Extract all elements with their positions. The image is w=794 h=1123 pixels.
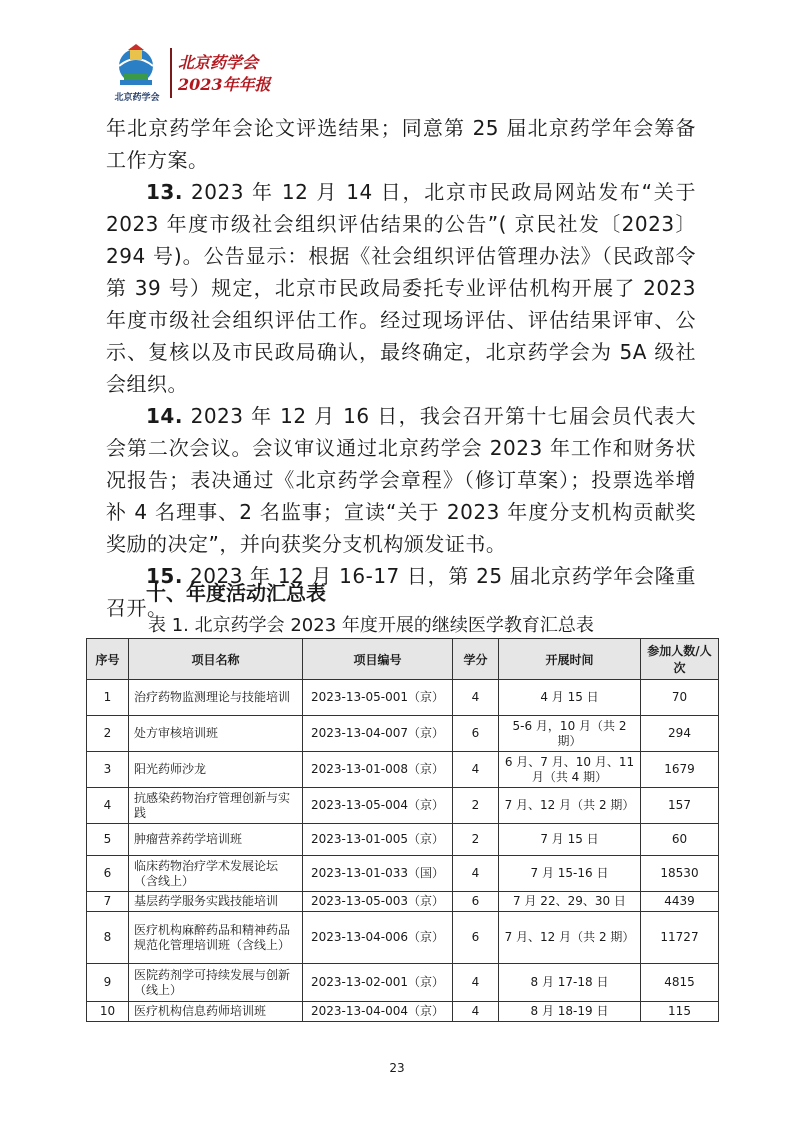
table-row	[87, 912, 719, 964]
cell-code: 2023-13-01-005（京）	[303, 824, 453, 856]
header-subtitle: 2023年年报	[178, 75, 271, 94]
table-row	[87, 856, 719, 892]
table-row	[87, 892, 719, 912]
column-header-code: 项目编号	[303, 639, 453, 680]
cell-time: 7 月 15-16 日	[499, 856, 641, 892]
cell-no: 2	[87, 716, 129, 752]
cell-time: 8 月 17-18 日	[499, 964, 641, 1002]
cell-credits: 4	[453, 856, 499, 892]
cell-code: 2023-13-04-007（京）	[303, 716, 453, 752]
column-header-credits: 学分	[453, 639, 499, 680]
cell-no: 5	[87, 824, 129, 856]
paragraph-continuation: 年北京药学年会论文评选结果；同意第 25 届北京药学年会筹备工作方案。	[106, 116, 696, 172]
cell-no: 4	[87, 788, 129, 824]
item-number: 14.	[146, 404, 183, 428]
cell-code: 2023-13-04-004（京）	[303, 1002, 453, 1022]
cell-time: 5-6 月，10 月（共 2 期）	[499, 716, 641, 752]
cell-code: 2023-13-05-004（京）	[303, 788, 453, 824]
section-heading: 十、年度活动汇总表	[146, 581, 326, 605]
cell-credits: 6	[453, 716, 499, 752]
page-number: 23	[389, 1061, 405, 1075]
table-row	[87, 1002, 719, 1022]
cell-credits: 2	[453, 788, 499, 824]
column-header-time: 开展时间	[499, 639, 641, 680]
table-caption: 表 1. 北京药学会 2023 年度开展的继续医学教育汇总表	[148, 615, 594, 636]
cell-code: 2023-13-01-033（国）	[303, 856, 453, 892]
cell-name: 抗感染药物治疗管理创新与实践	[129, 788, 303, 824]
cell-name: 阳光药师沙龙	[129, 752, 303, 788]
cell-participants: 11727	[641, 912, 719, 964]
cell-participants: 157	[641, 788, 719, 824]
paragraph-text: 2023 年 12 月 16-17 日，第 25 届北京药学年会隆重召开。	[106, 564, 696, 620]
cell-credits: 6	[453, 892, 499, 912]
cell-time: 7 月 22、29、30 日	[499, 892, 641, 912]
cell-no: 8	[87, 912, 129, 964]
cell-time: 7 月、12 月（共 2 期）	[499, 788, 641, 824]
cell-participants: 18530	[641, 856, 719, 892]
table-row	[87, 788, 719, 824]
table-row	[87, 964, 719, 1002]
cell-name: 医疗机构信息药师培训班	[129, 1002, 303, 1022]
cell-time: 4 月 15 日	[499, 680, 641, 716]
cell-credits: 4	[453, 1002, 499, 1022]
cell-name: 治疗药物监测理论与技能培训	[129, 680, 303, 716]
paragraph-14	[106, 400, 696, 560]
cell-participants: 294	[641, 716, 719, 752]
cell-code: 2023-13-04-006（京）	[303, 912, 453, 964]
cell-time: 6 月、7 月、10 月、11 月（共 4 期）	[499, 752, 641, 788]
table-header-row	[87, 639, 719, 680]
cell-credits: 6	[453, 912, 499, 964]
item-number: 13.	[146, 180, 183, 204]
cell-name: 临床药物治疗学术发展论坛（含线上）	[129, 856, 303, 892]
column-header-no: 序号	[87, 639, 129, 680]
cell-no: 7	[87, 892, 129, 912]
column-header-participants: 参加人数/人次	[641, 639, 719, 680]
cell-no: 3	[87, 752, 129, 788]
cell-credits: 2	[453, 824, 499, 856]
body-text	[106, 112, 696, 624]
cell-no: 6	[87, 856, 129, 892]
cell-credits: 4	[453, 752, 499, 788]
header-title: 北京药学会	[178, 53, 259, 72]
cell-code: 2023-13-05-001（京）	[303, 680, 453, 716]
education-summary-table	[86, 638, 719, 1022]
cell-participants: 60	[641, 824, 719, 856]
cell-no: 10	[87, 1002, 129, 1022]
cell-participants: 1679	[641, 752, 719, 788]
cell-name: 医疗机构麻醉药品和精神药品规范化管理培训班（含线上）	[129, 912, 303, 964]
cell-name: 基层药学服务实践技能培训	[129, 892, 303, 912]
cell-code: 2023-13-01-008（京）	[303, 752, 453, 788]
column-header-name: 项目名称	[129, 639, 303, 680]
cell-participants: 4439	[641, 892, 719, 912]
cell-credits: 4	[453, 680, 499, 716]
cell-credits: 4	[453, 964, 499, 1002]
paragraph-text: 2023 年 12 月 16 日，我会召开第十七届会员代表大会第二次会议。会议审议通过北京药学会 2023 年工作和财务状况报告；表决通过《北京药学会章程》（修订草案）；投票选举增补 4 名理事、2 名监事；宣读“关于 2023 年度分支机构贡献奖奖励的决定”，并向获奖分支机构颁发证书。	[106, 404, 696, 556]
cell-participants: 4815	[641, 964, 719, 1002]
table-row	[87, 752, 719, 788]
table-row	[87, 716, 719, 752]
cell-time: 7 月、12 月（共 2 期）	[499, 912, 641, 964]
cell-name: 肿瘤营养药学培训班	[129, 824, 303, 856]
cell-participants: 115	[641, 1002, 719, 1022]
cell-no: 1	[87, 680, 129, 716]
cell-name: 医院药剂学可持续发展与创新（线上）	[129, 964, 303, 1002]
cell-time: 7 月 15 日	[499, 824, 641, 856]
paragraph-13	[106, 176, 696, 400]
cell-code: 2023-13-02-001（京）	[303, 964, 453, 1002]
cell-time: 8 月 18-19 日	[499, 1002, 641, 1022]
paragraph-text: 2023 年 12 月 14 日，北京市民政局网站发布“关于 2023 年度市级社会组织评估结果的公告”( 京民社发〔2023〕294 号)。公告显示：根据《社会组织评估管理办法》（民政部令第 39 号）规定，北京市民政局委托专业评估机构开展了 2023 年度市级社会组织评估工作。经过现场评估、评估结果评审、公示、复核以及市民政局确认，最终确定，北京药学会为 5A 级社会组织。	[106, 180, 696, 396]
logo-caption: 北京药学会	[114, 93, 160, 103]
header-divider	[170, 48, 172, 98]
cell-name: 处方审核培训班	[129, 716, 303, 752]
item-number: 15.	[146, 564, 183, 588]
table-row	[87, 680, 719, 716]
cell-code: 2023-13-05-003（京）	[303, 892, 453, 912]
table-body	[87, 680, 719, 1022]
table-row	[87, 824, 719, 856]
cell-participants: 70	[641, 680, 719, 716]
cell-no: 9	[87, 964, 129, 1002]
